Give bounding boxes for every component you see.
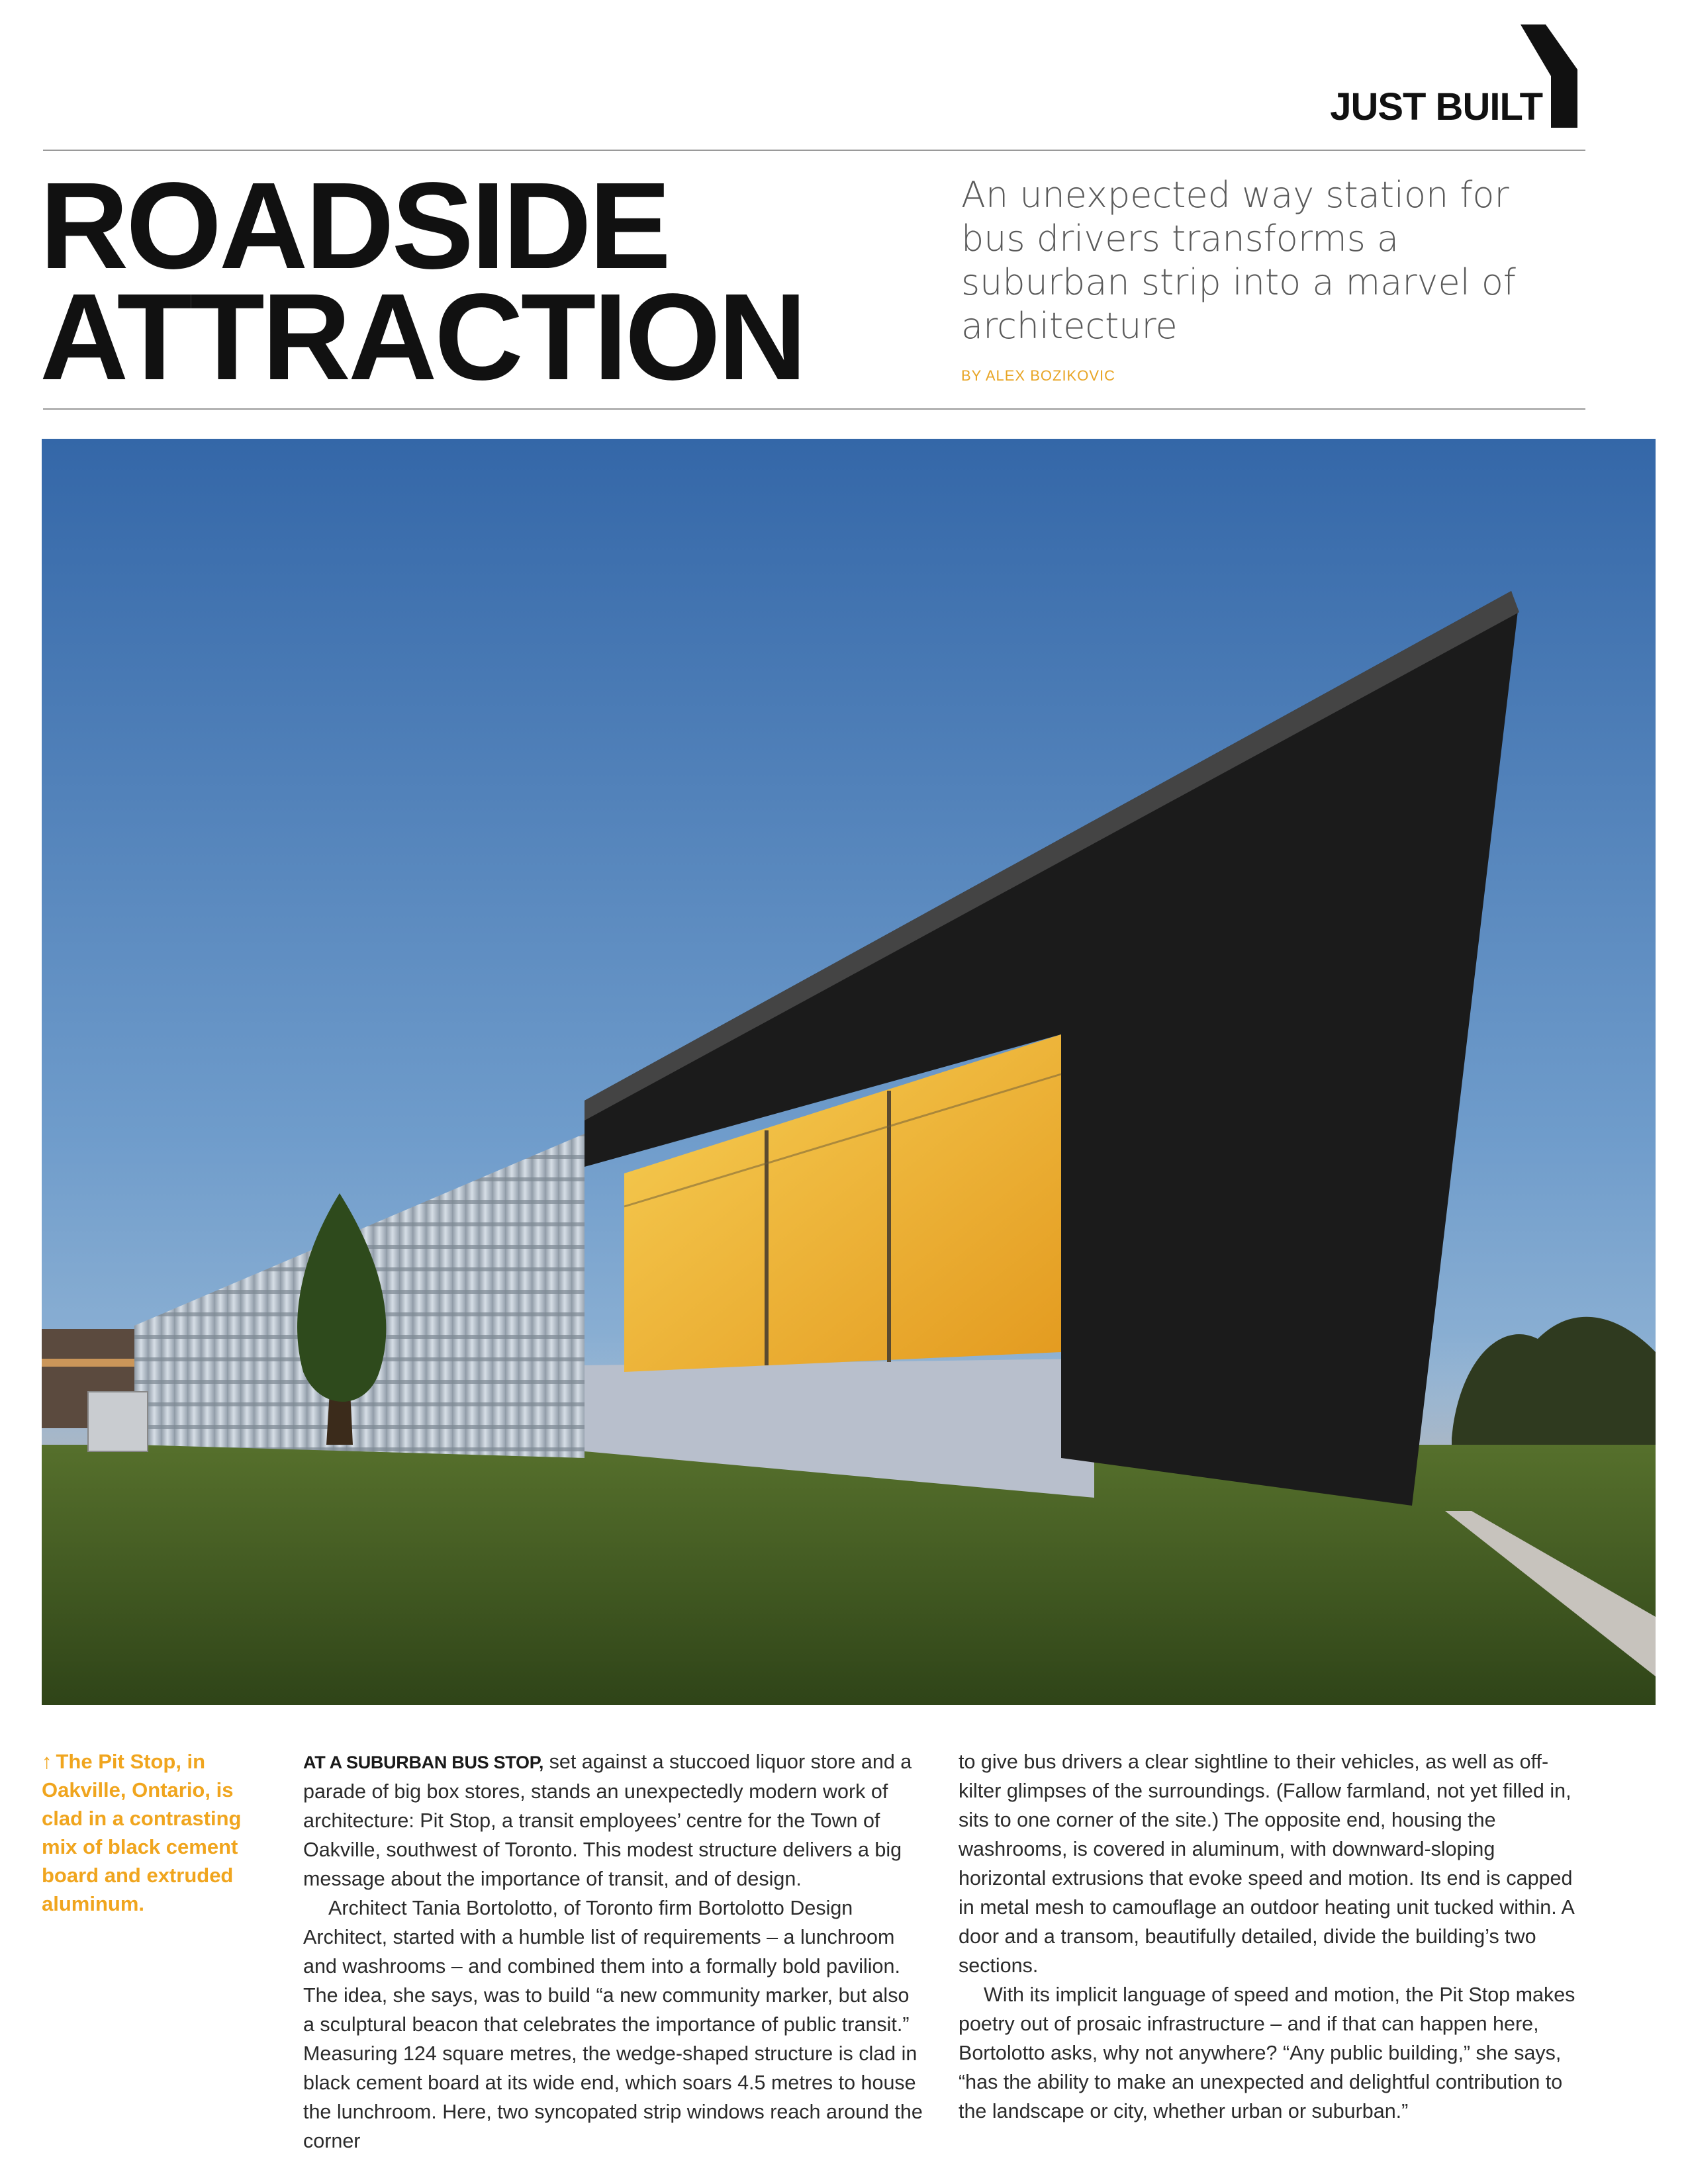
paragraph-3: to give bus drivers a clear sightline to their vehicles, as well as off-kilter glimpses of the surroundings. (Fallow farmland, not yet filled in, sits to one corner of the site.) The opposite end, housing the washrooms, is covered in aluminum, with downward-sloping horizontal extrusions that evoke speed and motion. Its end is capped in metal mesh to camouflage an outdoor heating unit tucked within. A door and a transom, beautifully detailed, divide the building’s two sections. [959, 1751, 1574, 1977]
paragraph-1-text: set against a stuccoed liquor store and a parade of big box stores, stands an unexpectedly modern work of architecture: Pit Stop, a transit employees’ centre for the Town of Oakville, southwest of Toronto. This modest structure delivers a big message about the importance of transit, and of design. [303, 1751, 912, 1890]
byline: BY ALEX BOZIKOVIC [961, 367, 1116, 384]
headline-line-1: ROADSIDE [40, 158, 669, 295]
bottom-rule [43, 408, 1585, 410]
top-rule [43, 150, 1585, 151]
caption-arrow-icon: ↑ [42, 1750, 52, 1773]
body-column-2 [959, 1747, 1581, 2126]
photo-caption [42, 1747, 260, 1918]
paragraph-1 [303, 1747, 925, 1893]
lede: AT A SUBURBAN BUS STOP, [303, 1752, 544, 1772]
headline [40, 158, 900, 406]
utility-box [88, 1392, 148, 1451]
dek: An unexpected way station for bus drivers transforms a suburban strip into a marvel of architecture [961, 174, 1516, 347]
section-bracket-mark [1519, 23, 1579, 129]
section-label: JUST BUILT [1330, 85, 1542, 128]
body-column-1 [303, 1747, 925, 2156]
paragraph-4: With its implicit language of speed and motion, the Pit Stop makes poetry out of prosaic infrastructure – and if that can happen here, Bortolotto asks, why not anywhere? “Any public building,” she says, “has the ability to make an unexpected and delightful contribution to the landscape or city, whether urban or suburban.” [959, 1983, 1575, 2122]
hero-photo [42, 439, 1656, 1705]
caption-text: The Pit Stop, in Oakville, Ontario, is clad in a contrasting mix of black cement board and extruded aluminum. [42, 1750, 242, 1915]
building-illustration [42, 439, 1656, 1705]
headline-line-2: ATTRACTION [40, 269, 805, 406]
paragraph-2: Architect Tania Bortolotto, of Toronto firm Bortolotto Design Architect, started with a humble list of requirements – a lunchroom and washrooms – and combined them into a formally bold pavilion. The idea, she says, was to build “a new community marker, but also a sculptural beacon that celebrates the importance of public transit.” Measuring 124 square metres, the wedge-shaped structure is clad in black cement board at its wide end, which soars 4.5 metres to house the lunchroom. Here, two syncopated strip windows reach around the corner [303, 1897, 923, 2152]
